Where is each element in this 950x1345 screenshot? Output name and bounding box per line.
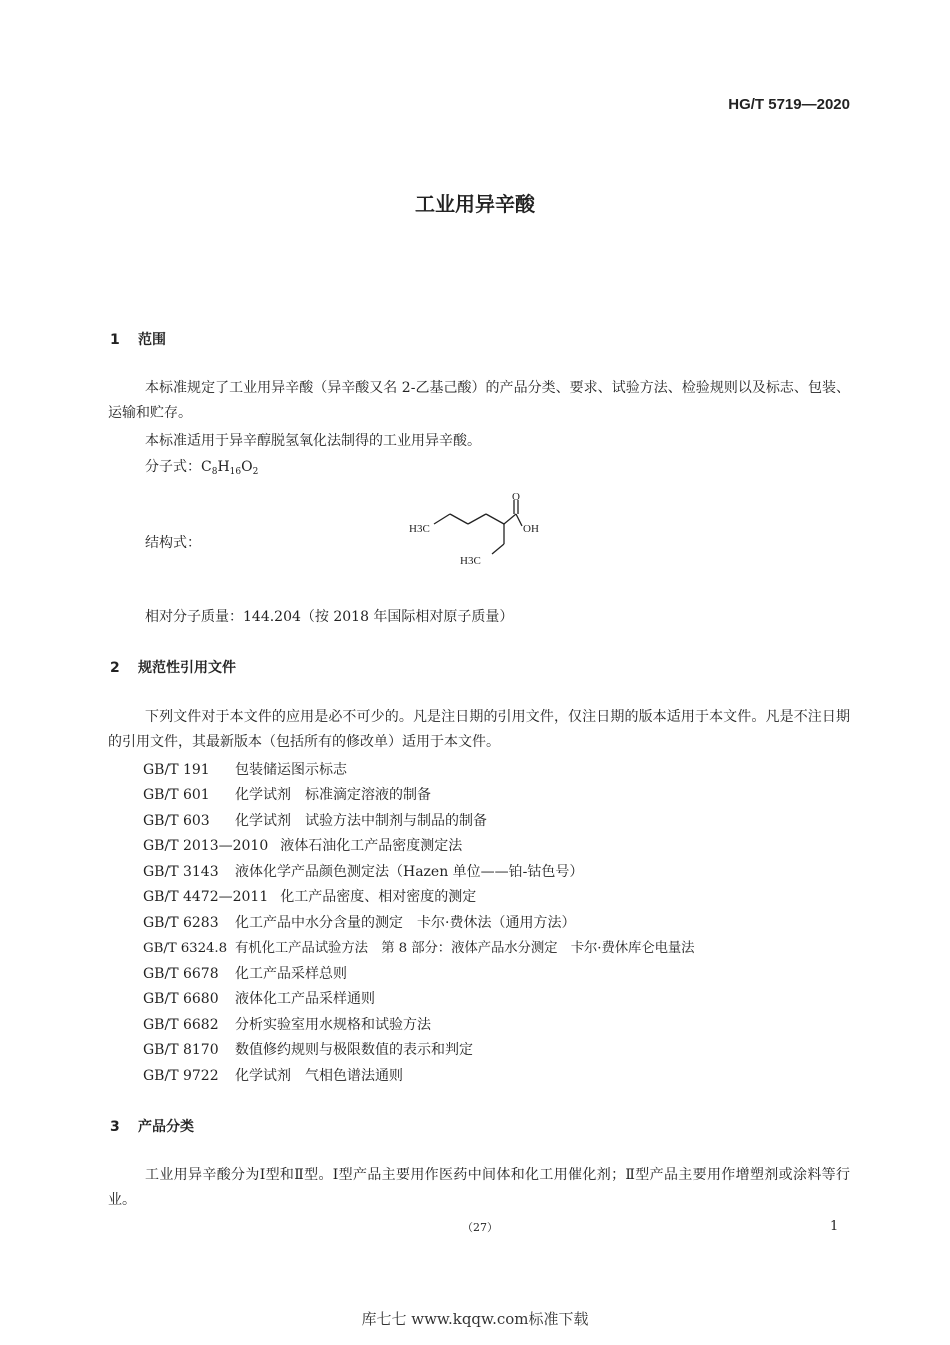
reference-item [143,1014,431,1034]
reference-title: 数值修约规则与极限数值的表示和判定 [235,1042,473,1058]
methyl-label-bottom: H3C [460,555,481,567]
reference-code: GB/T 603 [143,813,210,829]
reference-code: GB/T 9722 [143,1068,219,1084]
formula-subscript: 16 [229,467,242,477]
reference-title: 有机化工产品试验方法 第 8 部分：液体产品水分测定 卡尔·费休库仑电量法 [235,941,695,956]
reference-code: GB/T 3143 [143,864,219,880]
structural-formula [400,488,570,578]
reference-item [143,810,487,830]
reference-item [143,1065,403,1085]
reference-item [143,759,347,779]
reference-title: 液体化学产品颜色测定法（Hazen 单位——铂-钴色号） [235,864,584,880]
molecular-formula [145,456,258,477]
standard-number: HG/T 5719—2020 [728,96,850,113]
formula-element: H [217,459,230,475]
page-sequence-number: （27） [462,1221,498,1234]
reference-code: GB/T 6680 [143,991,219,1007]
normative-references-paragraph: 下列文件对于本文件的应用是必不可少的。凡是注日期的引用文件，仅注日期的版本适用于本文件。凡是不注日期的引用文件，其最新版本（包括所有的修改单）适用于本文件。 [108,709,850,750]
reference-item [143,861,583,881]
reference-code: GB/T 6682 [143,1017,219,1033]
formula-label: 分子式： [145,459,201,475]
reference-item [143,937,694,956]
reference-code: GB/T 6678 [143,966,219,982]
reference-item [143,784,431,804]
reference-code: GB/T 601 [143,787,210,803]
download-watermark: 库七七 www.kqqw.com标准下载 [361,1310,589,1328]
reference-title: 化工产品密度、相对密度的测定 [280,889,477,905]
reference-code: GB/T 2013—2010 [143,838,269,854]
reference-title: 化学试剂 气相色谱法通则 [235,1068,403,1084]
reference-code: GB/T 6283 [143,915,219,931]
section-number: 1 [110,332,120,348]
section-3-heading [110,1116,194,1136]
skeletal-bonds [434,500,522,554]
section-1-heading [110,329,166,349]
reference-title: 分析实验室用水规格和试验方法 [235,1017,431,1033]
page-number: 1 [830,1219,839,1234]
reference-title: 化工产品采样总则 [235,966,347,982]
reference-code: GB/T 8170 [143,1042,219,1058]
section-title: 规范性引用文件 [138,660,236,676]
section-number: 2 [110,660,120,676]
reference-code: GB/T 191 [143,762,210,778]
section-title: 范围 [138,332,166,348]
section-title: 产品分类 [138,1119,194,1135]
applicability-paragraph: 本标准适用于异辛醇脱氢氧化法制得的工业用异辛酸。 [145,433,481,449]
methyl-label-top: H3C [409,523,430,535]
section-2-heading [110,657,236,677]
scope-paragraph: 本标准规定了工业用异辛酸（异辛酸又名 2-乙基己酸）的产品分类、要求、试验方法、检验规则以及标志、包装、运输和贮存。 [108,380,850,421]
reference-item [143,835,462,855]
reference-title: 化学试剂 标准滴定溶液的制备 [235,787,431,803]
reference-title: 化工产品中水分含量的测定 卡尔·费休法（通用方法） [235,915,576,931]
reference-title: 液体石油化工产品密度测定法 [280,838,463,854]
reference-title: 包装储运图示标志 [235,762,347,778]
product-classification-paragraph: 工业用异辛酸分为Ⅰ型和Ⅱ型。Ⅰ型产品主要用作医药中间体和化工用催化剂；Ⅱ型产品主要用作增塑剂或涂料等行业。 [108,1167,850,1208]
reference-title: 液体化工产品采样通则 [235,991,375,1007]
document-title: 工业用异辛酸 [415,192,535,216]
formula-element: C [201,459,212,475]
reference-item [143,1039,473,1059]
reference-code: GB/T 6324.8 [143,941,227,956]
hydroxyl-label: OH [523,523,539,535]
relative-molecular-mass: 相对分子质量：144.204（按 2018 年国际相对原子质量） [145,609,514,625]
formula-element: O [241,459,253,475]
carbonyl-oxygen-label: O [512,491,520,503]
reference-code: GB/T 4472—2011 [143,889,269,905]
reference-item [143,988,375,1008]
reference-item [143,912,575,932]
reference-item [143,886,476,906]
structure-label: 结构式： [145,535,201,551]
reference-title: 化学试剂 试验方法中制剂与制品的制备 [235,813,487,829]
reference-item [143,963,347,983]
formula-subscript: 8 [211,467,218,477]
section-number: 3 [110,1119,120,1135]
formula-subscript: 2 [252,467,259,477]
